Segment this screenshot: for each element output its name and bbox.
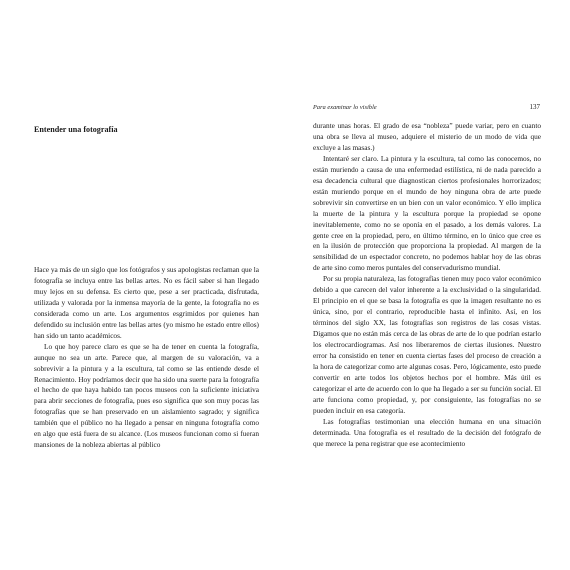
- paragraph: Hace ya más de un siglo que los fotógrafos y sus apologistas reclaman que la fotografía se incluya entre las bellas artes. No es fácil saber si han llegado muy lejos en su defensa. Es cierto que, pese a ser practicada, disfrutada, utilizada y valorada por la inmensa mayoría de la gente, la fotografía no es considerada como un arte. Los argumentos esgrimidos por quienes han defendido su inclusión entre las bellas artes (yo mismo he estado entre ellos) han sido un tanto académicos.: [34, 265, 259, 340]
- paragraph: Las fotografías testimonian una elección humana en una situación determinada. Una fotografía es el resultado de la decisión del fotógrafo de que merece la pena registrar que ese acontecimiento: [313, 416, 541, 448]
- paragraph: Por su propia naturaleza, las fotografías tienen muy poco valor económico debido a que carecen del valor inherente a la exclusividad o la singularidad. El principio en el que se basa la fotografía es que la imagen resultante no es única, sino, por el contrario, reproducible hasta el infinito. Así, en los términos del siglo XX, las fotografías son registros de las cosas vistas. Digamos que no están más cerca de las obras de arte de lo que podrían estarlo los electrocardiogramas. Así nos liberaremos de ciertas ilusiones. Nuestro error ha consistido en tener en cuenta ciertas fases del proceso de creación a la hora de categorizar como arte algunas cosas. Pero, lógicamente, esto puede convertir en arte todos los objetos hechos por el hombre. Más útil es categorizar el arte de acuerdo con lo que ha llegado a ser su función social. El arte funciona como propiedad, y, por consiguiente, las fotografías no se pueden incluir en esa categoría.: [313, 274, 541, 415]
- right-text-column: [313, 121, 541, 450]
- paragraph: durante unas horas. El grado de esa “nobleza” puede variar, pero en cuanto una obra se lleva al museo, adquiere el misterio de un modo de vida que excluye a las masas.): [313, 121, 541, 152]
- left-text-column: [34, 265, 259, 451]
- paragraph: Lo que hoy parece claro es que se ha de tener en cuenta la fotografía, aunque no sea un arte. Parece que, al margen de su valoración, va a sobrevivir a la pintura y a la escultura, tal como se las entiende desde el Renacimiento. Hoy podríamos decir que ha sido una suerte para la fotografía el hecho de que haya habido tan pocos museos con la suficiente iniciativa para abrir secciones de fotografía, pues eso significa que son muy pocas las fotografías que se han preservado en un aislamiento sagrado; y significa también que el público no ha llegado a pensar en ninguna fotografía como en algo que está fuera de su alcance. (Los museos funcionan como si fueran mansiones de la nobleza abiertas al público: [34, 341, 259, 450]
- chapter-title: Entender una fotografía: [34, 125, 118, 134]
- page-number: 137: [529, 103, 540, 111]
- right-page: [285, 0, 570, 570]
- paragraph: Intentaré ser claro. La pintura y la escultura, tal como las conocemos, no están muriendo a causa de una enfermedad estilística, ni de nada parecido a esa decadencia cultural que diagnostican ciertos profesionales horrorizados; están muriendo porque en el mundo de hoy ninguna obra de arte puede sobrevivir sin convertirse en un bien con un valor económico. Y ello implica la muerte de la pintura y la escultura porque la propiedad se opone inevitablemente, como no se oponía en el pasado, a los demás valores. La gente cree en la propiedad, pero, en último término, en lo único que cree es en la ilusión de protección que proporciona la propiedad. Al margen de la sensibilidad de un espectador concreto, no podemos hablar hoy de las obras de arte sino como meros puntales del conservadurismo mundial.: [313, 153, 541, 273]
- running-head: Para examinar lo visible: [313, 104, 377, 111]
